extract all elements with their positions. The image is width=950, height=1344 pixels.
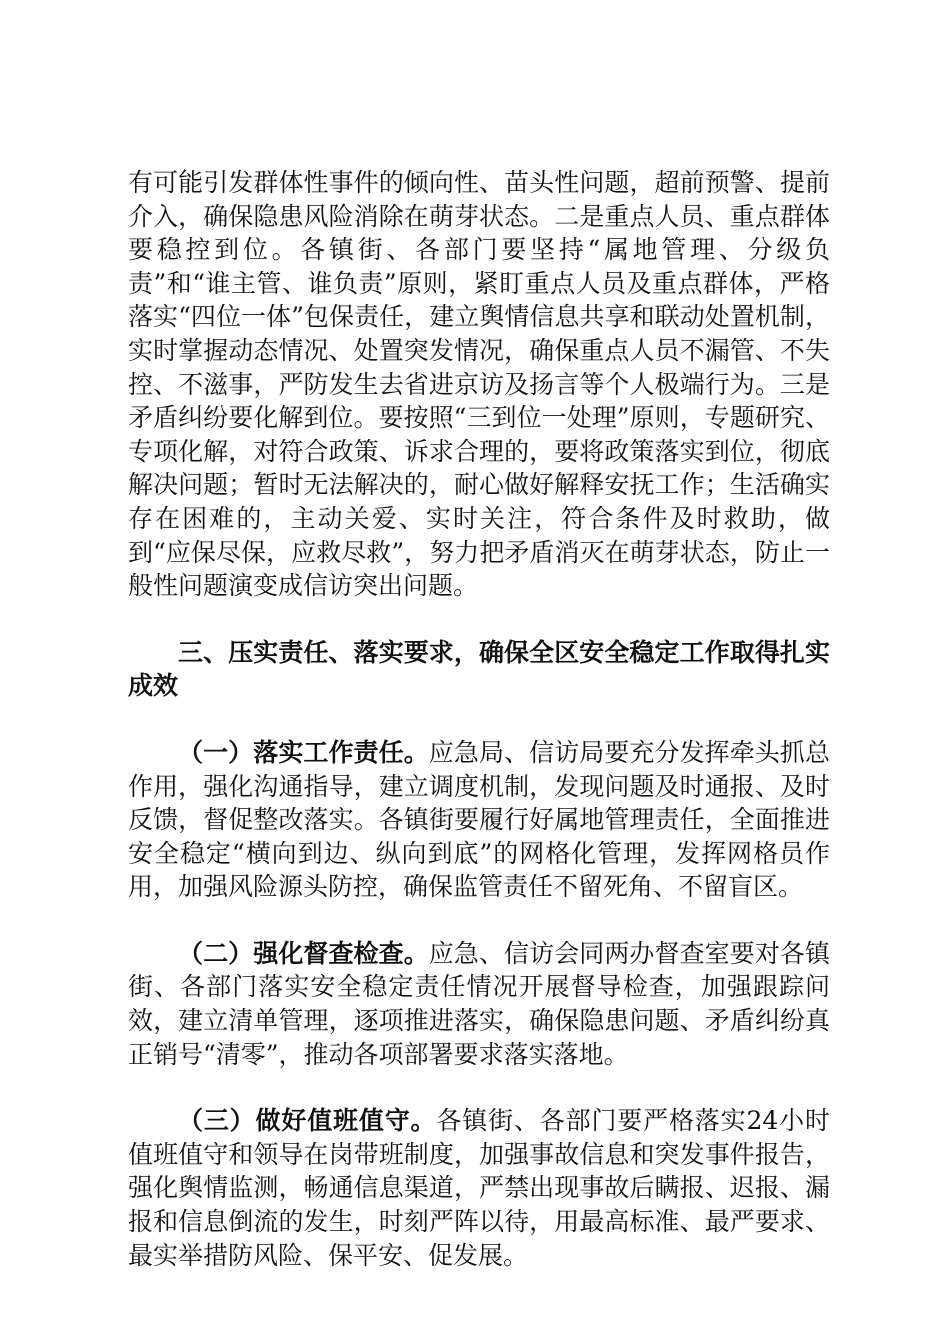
item-paragraph-3 xyxy=(128,1104,830,1272)
document-page xyxy=(128,166,830,1272)
item-paragraph-2 xyxy=(128,937,830,1071)
section-heading: 三、压实责任、落实要求，确保全区安全稳定工作取得扎实成效 xyxy=(128,637,830,701)
item-body-3: 各镇街、各部门要严格落实24小时值班值守和领导在岗带班制度，加强事故信息和突发事件报告，强化舆情监测，畅通信息渠道，严禁出现事故后瞒报、迟报、漏报和信息倒流的发生，时刻严阵以待，用最高标准、最严要求、最实举措防风险、保平安、促发展。 xyxy=(128,1106,830,1270)
item-body-2: 应急、信访会同两办督查室要对各镇街、各部门落实安全稳定责任情况开展督导检查，加强跟踪问效，建立清单管理，逐项推进落实，确保隐患问题、矛盾纠纷真正销号“清零”，推动各项部署要求落实落地。 xyxy=(128,938,830,1069)
item-title-3: （三）做好值班值守。 xyxy=(178,1106,437,1136)
item-title-2: （二）强化督查检查。 xyxy=(178,938,429,968)
item-title-1: （一）落实工作责任。 xyxy=(178,737,429,767)
body-paragraph: 有可能引发群体性事件的倾向性、苗头性问题，超前预警、提前介入，确保隐患风险消除在萌芽状态。二是重点人员、重点群体要稳控到位。各镇街、各部门要坚持“属地管理、分级负责”和“谁主管、谁负责”原则，紧盯重点人员及重点群体，严格落实“四位一体”包保责任，建立舆情信息共享和联动处置机制，实时掌握动态情况、处置突发情况，确保重点人员不漏管、不失控、不滋事，严防发生去省进京访及扬言等个人极端行为。三是矛盾纠纷要化解到位。要按照“三到位一处理”原则，专题研究、专项化解，对符合政策、诉求合理的，要将政策落实到位，彻底解决问题；暂时无法解决的，耐心做好解释安抚工作；生活确实存在困难的，主动关爱、实时关注，符合条件及时救助，做到“应保尽保，应救尽救”，努力把矛盾消灭在萌芽状态，防止一般性问题演变成信访突出问题。 xyxy=(128,168,830,601)
item-paragraph-1 xyxy=(128,736,830,904)
item-body-1: 应急局、信访局要充分发挥牵头抓总作用，强化沟通指导，建立调度机制，发现问题及时通报、及时反馈，督促整改落实。各镇街要履行好属地管理责任，全面推进安全稳定“横向到边、纵向到底”的网格化管理，发挥网格员作用，加强风险源头防控，确保监管责任不留死角、不留盲区。 xyxy=(128,737,830,902)
